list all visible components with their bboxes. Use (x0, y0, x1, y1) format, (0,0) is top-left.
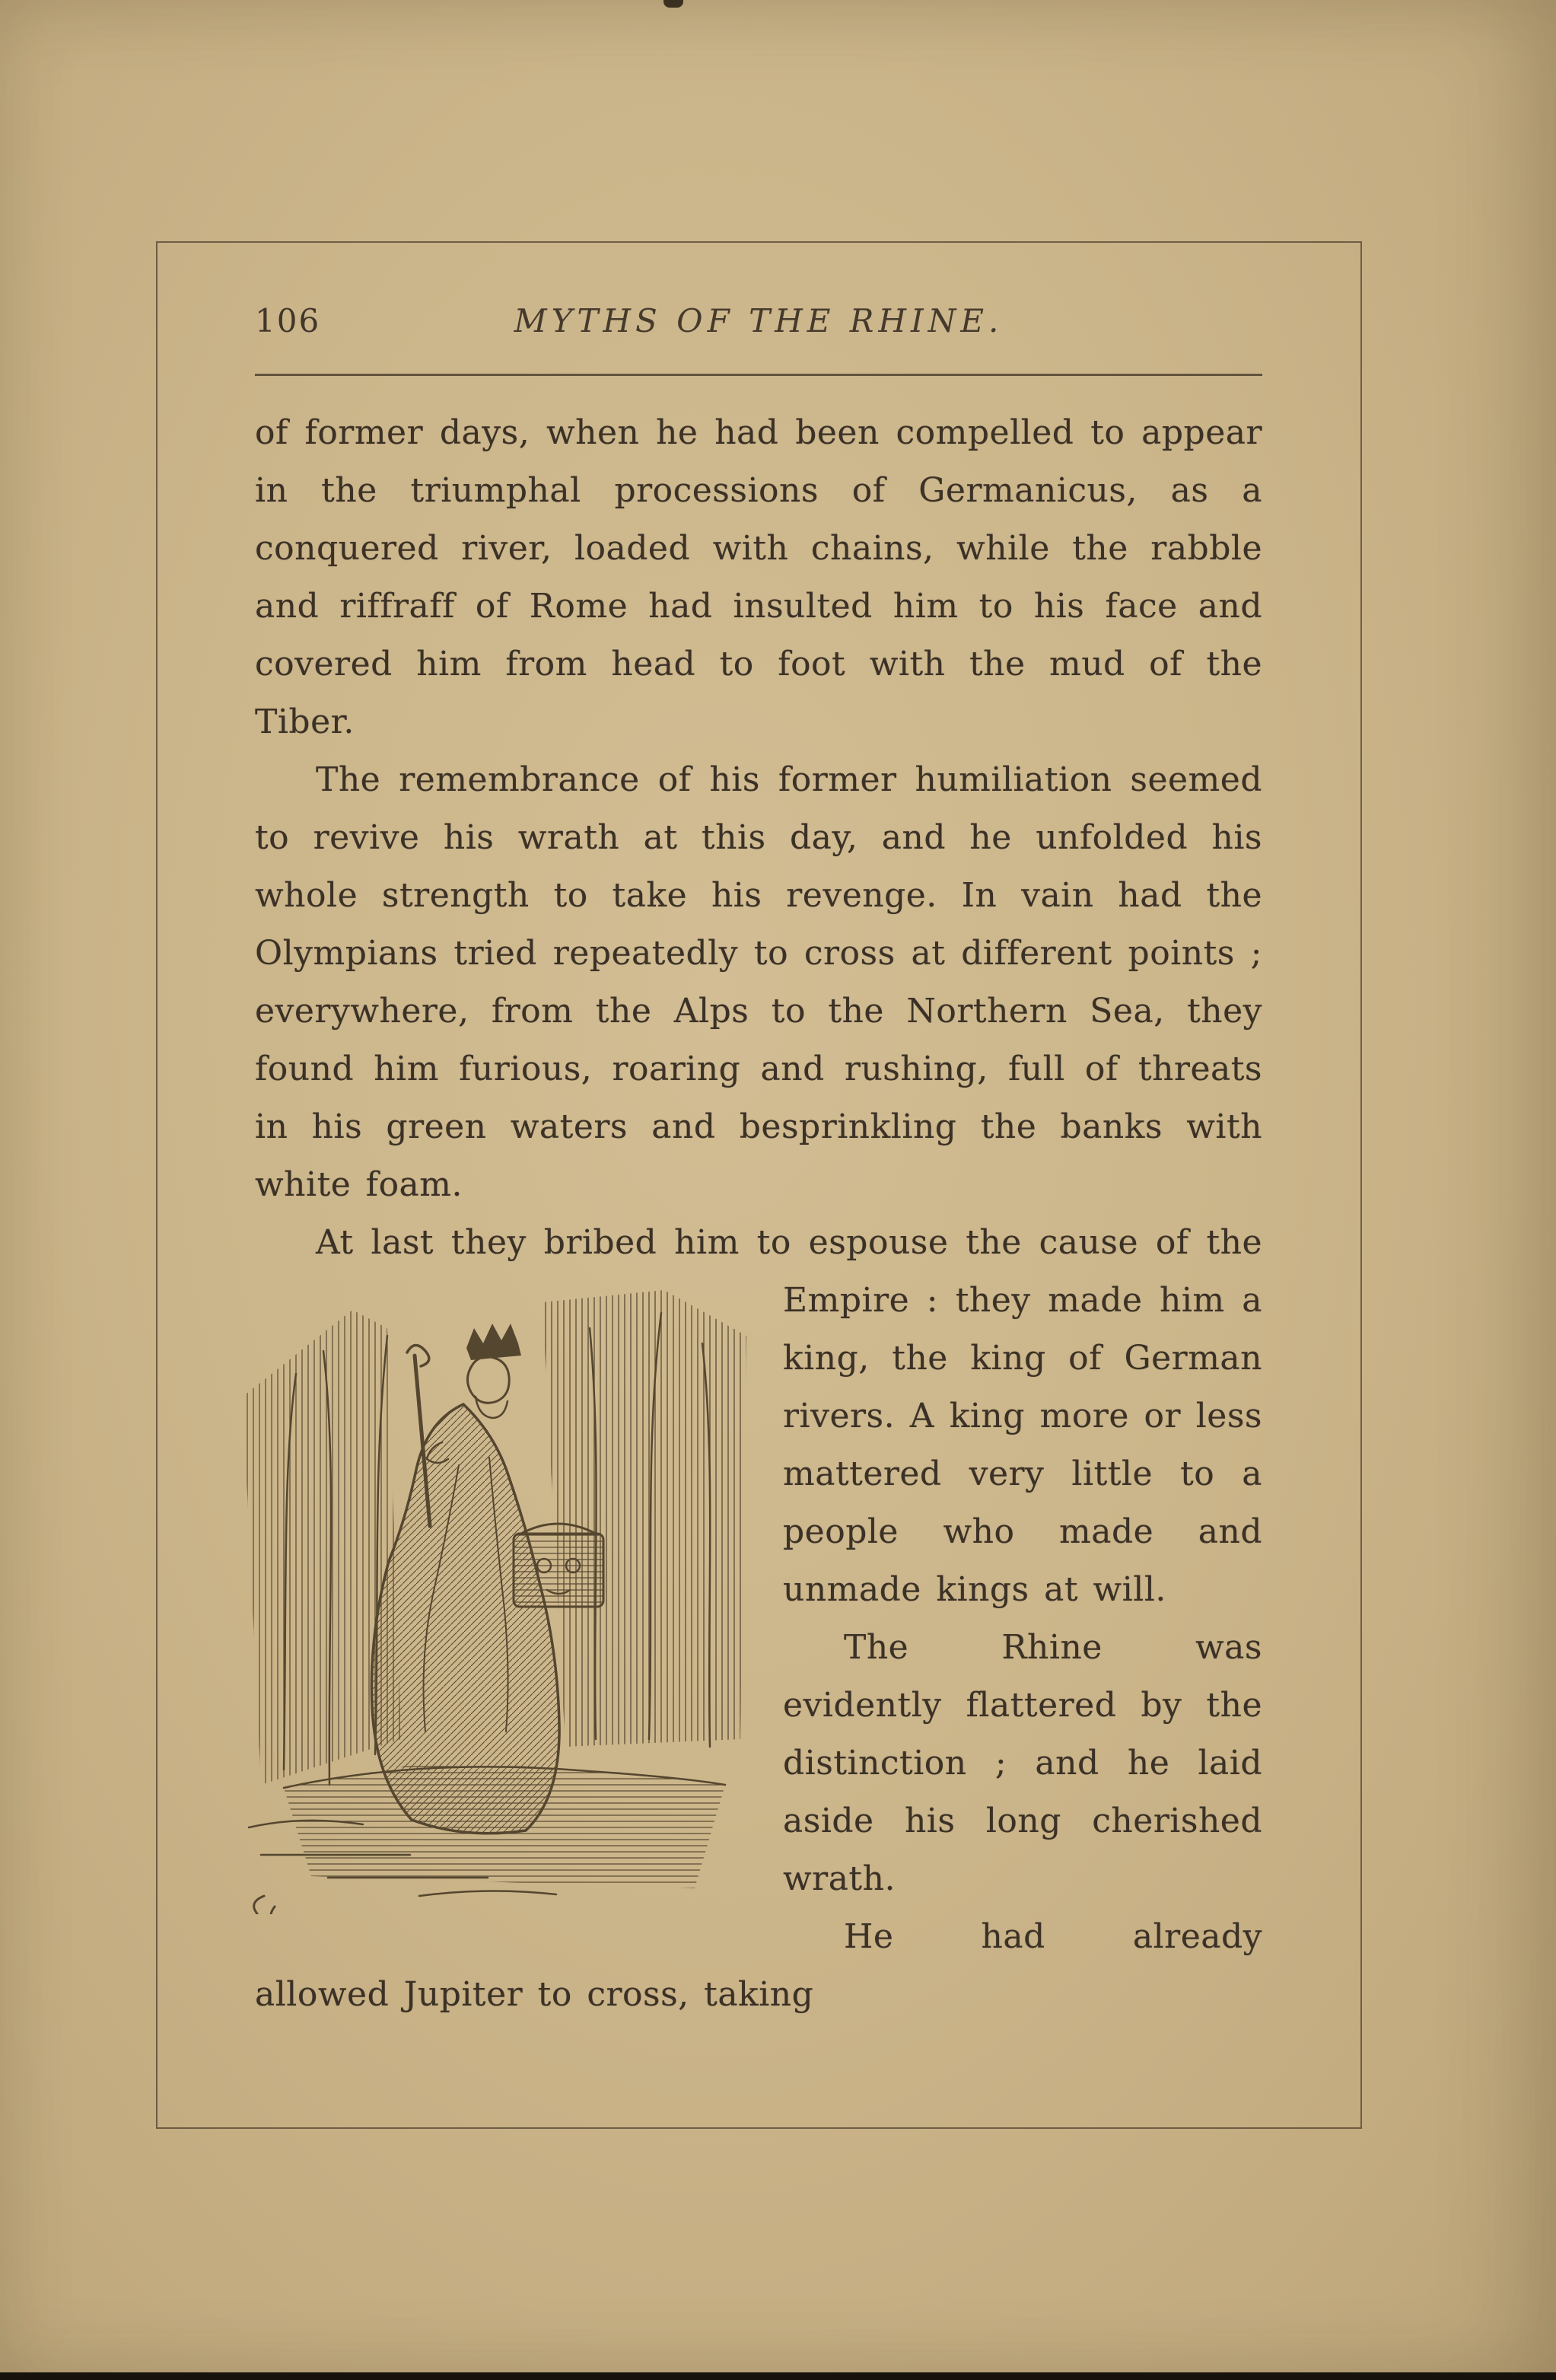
running-head (255, 302, 1262, 339)
paragraph: He had already allowed Jupiter to cross, taking (255, 1917, 1262, 2014)
scan-bottom-edge (0, 2372, 1556, 2380)
page-number: 106 (255, 302, 321, 339)
page-border-frame (156, 241, 1362, 2129)
paragraph: The Rhine was evidently flattered by the distinction ; and he laid aside his long cherished wrath. (783, 1628, 1262, 1898)
header-rule (255, 374, 1262, 376)
paragraph-with-illustration (255, 1214, 1262, 1619)
paragraph: The remembrance of his former humiliation seemed to revive his wrath at this day, and he unfolded his whole strength to take his revenge. In vain had the Olympians tried repeatedly to cross at different points ; everywhere, from the Alps to the Northern Sea, they found him furious, roaring and rushing, full of threats in his green waters and besprinkling the banks with white foam. (255, 760, 1262, 1204)
paragraph: of former days, when he had been compelled to appear in the triumphal processions of Germanicus, as a conquered river, loaded with chains, while the rabble and riffraff of Rome had insulted him to his face and covered him from head to foot with the mud of the Tiber. (255, 413, 1262, 741)
paragraph-text: At last they bribed him to espouse the cause of (316, 1223, 1207, 1262)
page-title: MYTHS OF THE RHINE. (514, 302, 1004, 339)
scan-artifact (663, 0, 683, 8)
page-body (255, 404, 1262, 2024)
paragraph-text: the Empire : they made him a king, the king of German rivers. A king more or less mattered very little to a people who made and unmade kings at will. (783, 1223, 1262, 1609)
river-king-illustration (238, 1282, 756, 1914)
